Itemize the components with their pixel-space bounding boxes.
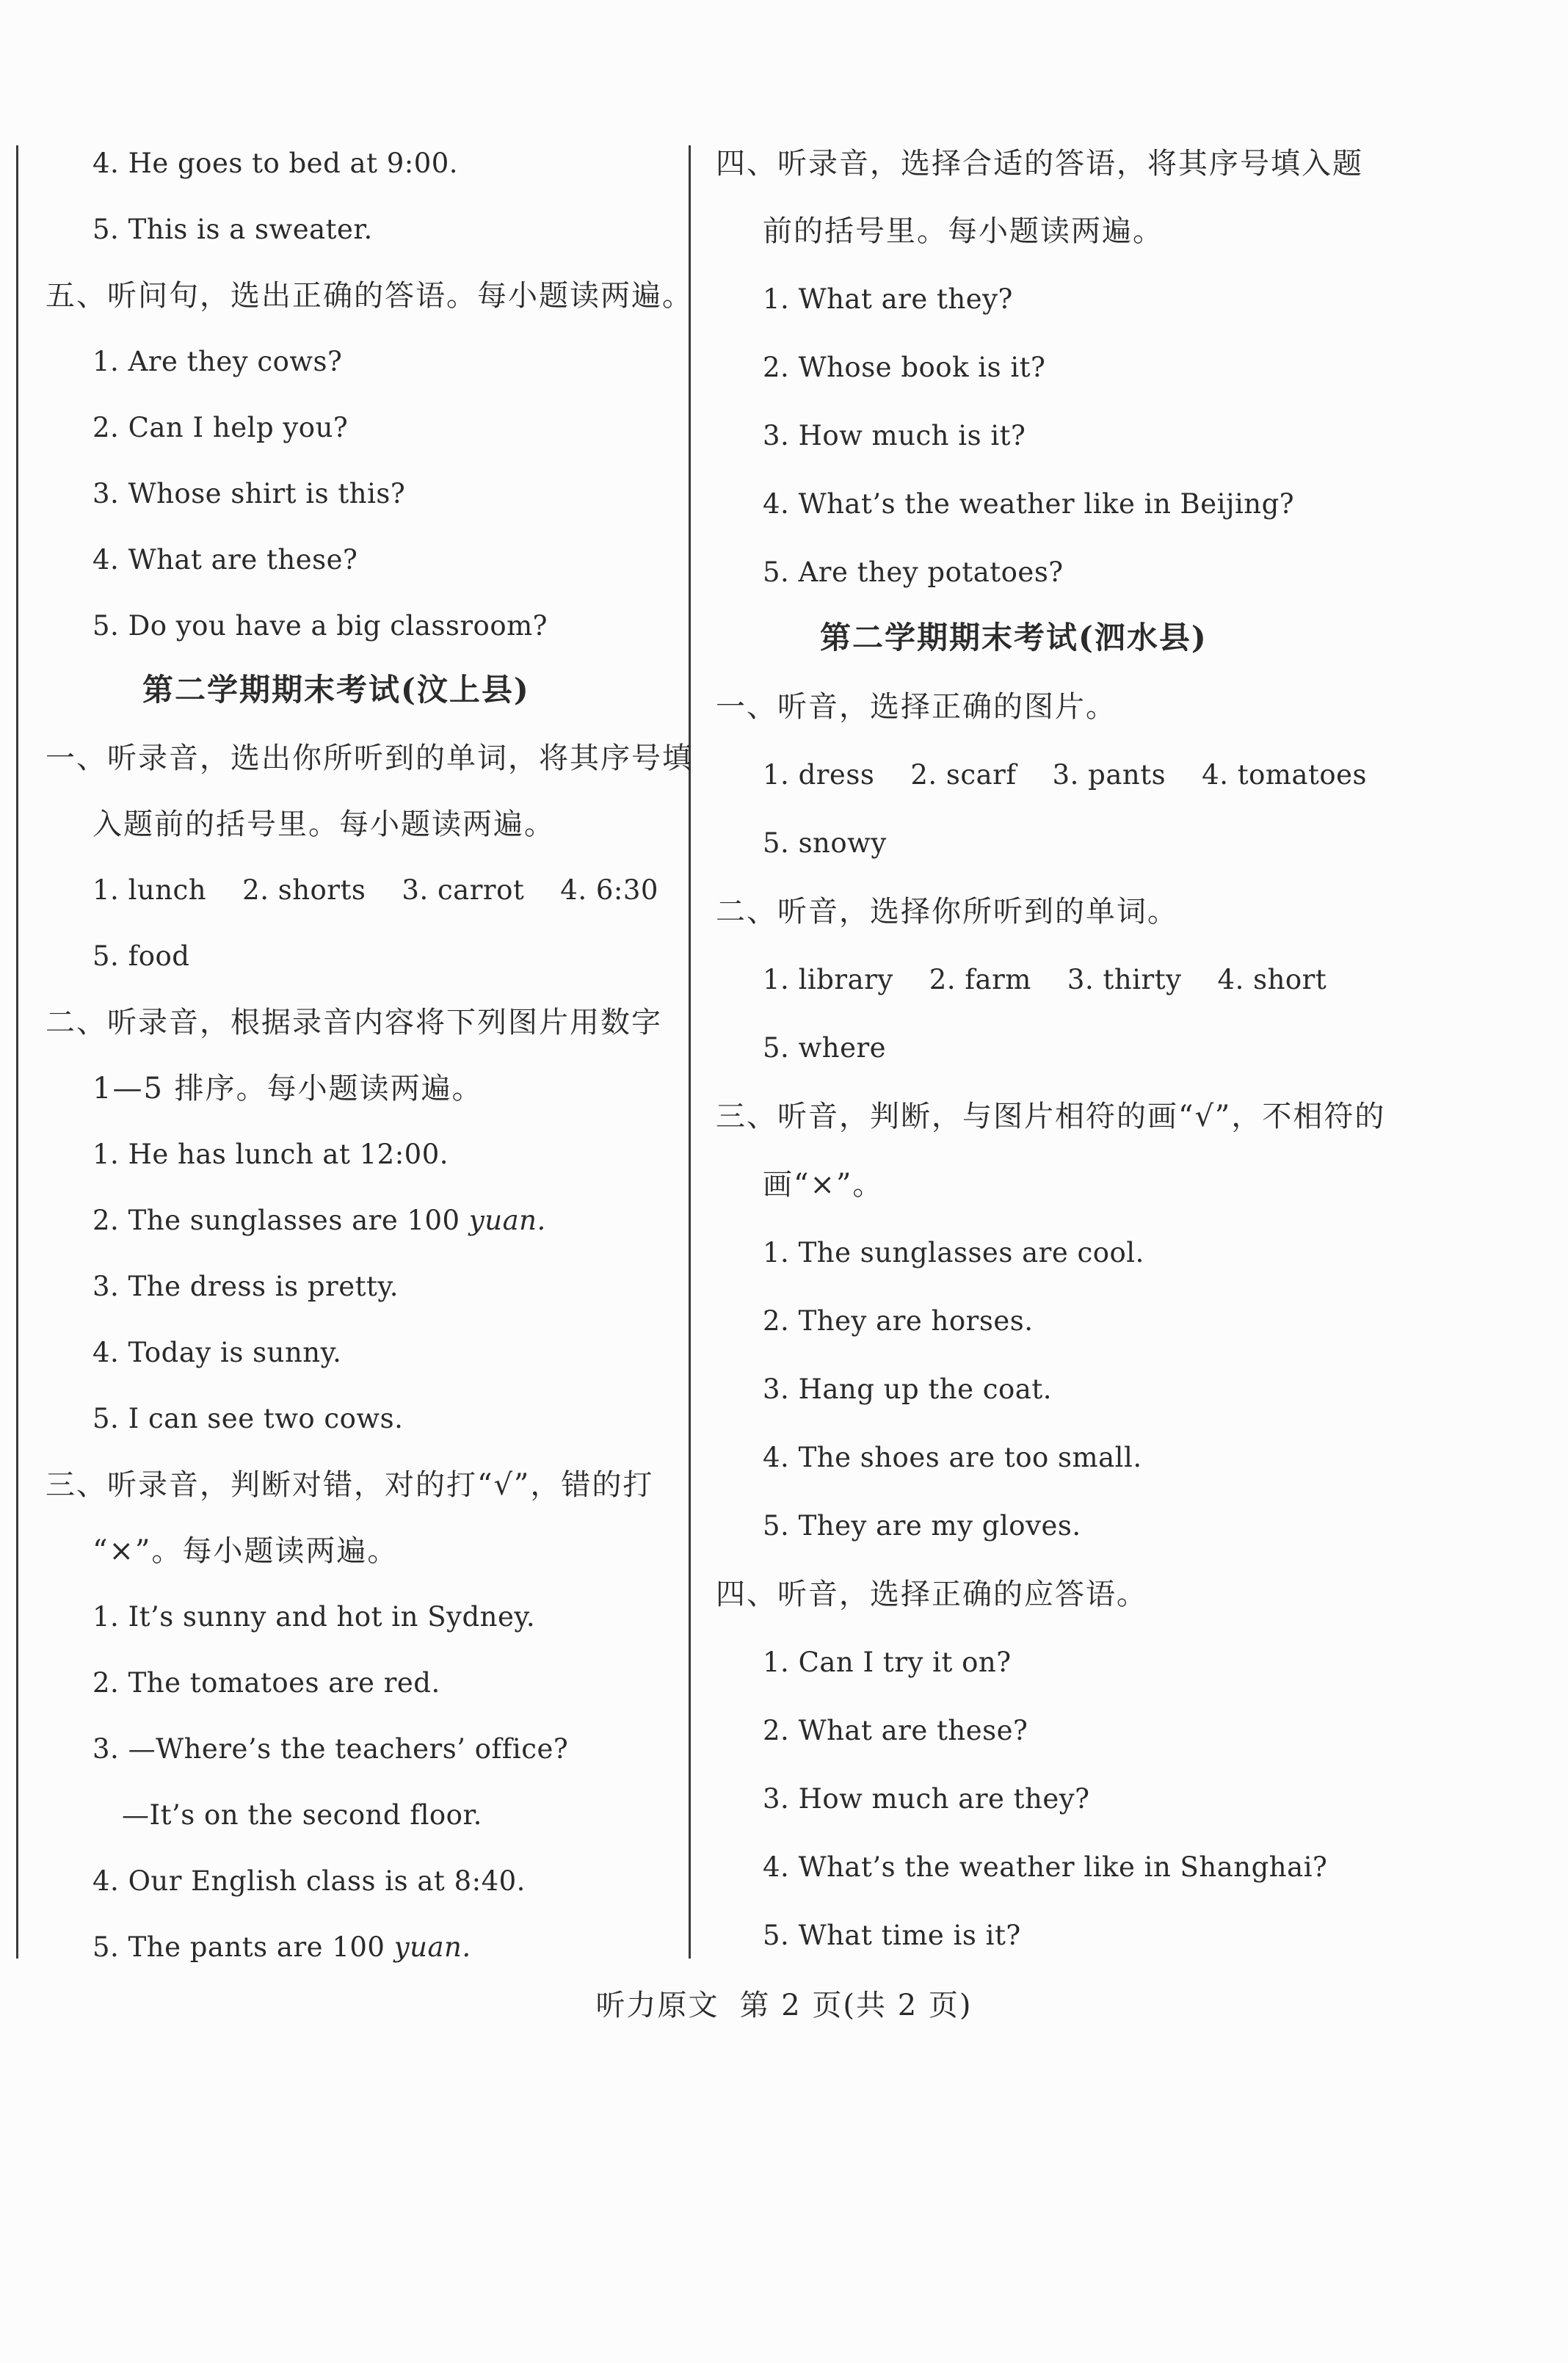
list-item: 2. They are horses. <box>763 1305 1034 1337</box>
list-item: 1. He has lunch at 12:00. <box>92 1139 449 1170</box>
list-item: 1. library 2. farm 3. thirty 4. short <box>763 964 1327 995</box>
list-item: 4. Today is sunny. <box>92 1337 342 1368</box>
list-item: 5. snowy <box>763 827 887 859</box>
list-item: 5. food <box>92 940 190 972</box>
list-item: 4. Our English class is at 8:40. <box>92 1865 526 1897</box>
question-heading-cont: “×”。每小题读两遍。 <box>92 1534 399 1568</box>
question-heading-cont: 前的括号里。每小题读两遍。 <box>763 214 1164 248</box>
question-heading-cont: 画“×”。 <box>763 1168 884 1202</box>
list-item <box>92 1202 546 1239</box>
question-heading: 一、听音，选择正确的图片。 <box>716 690 1117 724</box>
list-item: 3. The dress is pretty. <box>92 1271 399 1302</box>
list-item: 4. The shoes are too small. <box>763 1442 1142 1473</box>
column-divider <box>689 145 691 1959</box>
list-item: 2. What are these? <box>763 1715 1028 1746</box>
list-item: 3. Whose shirt is this? <box>92 478 406 509</box>
section-title: 第二学期期末考试(泗水县) <box>820 620 1208 656</box>
question-heading: 三、听录音，判断对错，对的打“√”，错的打 <box>46 1468 654 1502</box>
footer-label: 听力原文 <box>595 1989 719 2022</box>
list-item: 1. dress 2. scarf 3. pants 4. tomatoes <box>763 759 1368 791</box>
question-heading: 三、听音，判断，与图片相符的画“√”，不相符的 <box>716 1100 1386 1133</box>
question-heading: 四、听音，选择正确的应答语。 <box>716 1578 1147 1611</box>
question-heading: 二、听录音，根据录音内容将下列图片用数字 <box>46 1006 662 1039</box>
list-item: 5. This is a sweater. <box>92 214 373 245</box>
list-item: 5. I can see two cows. <box>92 1403 404 1434</box>
page-footer <box>0 1982 1568 2024</box>
list-item: 1. lunch 2. shorts 3. carrot 4. 6:30 <box>92 874 658 906</box>
list-item: 3. Hang up the coat. <box>763 1373 1052 1405</box>
list-item-text: 5. The pants are 100 <box>92 1931 394 1963</box>
list-item: 5. They are my gloves. <box>763 1510 1081 1542</box>
list-item: 5. Do you have a big classroom? <box>92 610 548 642</box>
list-item: 3. How much is it? <box>763 420 1026 451</box>
question-heading: 一、听录音，选出你所听到的单词，将其序号填 <box>46 741 693 775</box>
question-heading: 四、听录音，选择合适的答语，将其序号填入题 <box>716 147 1363 181</box>
list-item: 1. Are they cows? <box>92 346 343 377</box>
list-item: 4. What’s the weather like in Shanghai? <box>763 1851 1328 1883</box>
question-heading-cont: 1—5 排序。每小题读两遍。 <box>92 1072 483 1106</box>
list-item: 2. Whose book is it? <box>763 352 1046 383</box>
list-item: 3. How much are they? <box>763 1783 1090 1815</box>
list-item: 1. What are they? <box>763 283 1013 315</box>
list-item: 5. Are they potatoes? <box>763 556 1064 588</box>
section-title: 第二学期期末考试(汶上县) <box>142 672 530 708</box>
question-heading: 五、听问句，选出正确的答语。每小题读两遍。 <box>46 279 693 313</box>
list-item: 4. What are these? <box>92 544 358 576</box>
list-item: 5. where <box>763 1032 887 1064</box>
page-number: 第 2 页(共 2 页) <box>739 1989 973 2022</box>
list-item-text: 2. The sunglasses are 100 <box>92 1205 469 1236</box>
yuan-italic: yuan. <box>393 1931 471 1963</box>
list-item: 4. What’s the weather like in Beijing? <box>763 488 1295 520</box>
list-item: 3. —Where’s the teachers’ office? <box>92 1733 569 1765</box>
list-item: 2. The tomatoes are red. <box>92 1667 440 1699</box>
list-item: 2. Can I help you? <box>92 412 349 443</box>
list-item: 1. It’s sunny and hot in Sydney. <box>92 1601 536 1633</box>
list-item: 4. He goes to bed at 9:00. <box>92 148 459 179</box>
list-item: 1. The sunglasses are cool. <box>763 1237 1144 1268</box>
question-heading-cont: 入题前的括号里。每小题读两遍。 <box>92 807 555 841</box>
list-item: —It’s on the second floor. <box>122 1799 482 1831</box>
question-heading: 二、听音，选择你所听到的单词。 <box>716 895 1178 929</box>
yuan-italic: yuan. <box>468 1205 546 1236</box>
list-item: 5. What time is it? <box>763 1920 1021 1951</box>
left-margin-rule <box>16 145 18 1959</box>
list-item: 1. Can I try it on? <box>763 1647 1012 1678</box>
list-item <box>92 1929 471 1966</box>
